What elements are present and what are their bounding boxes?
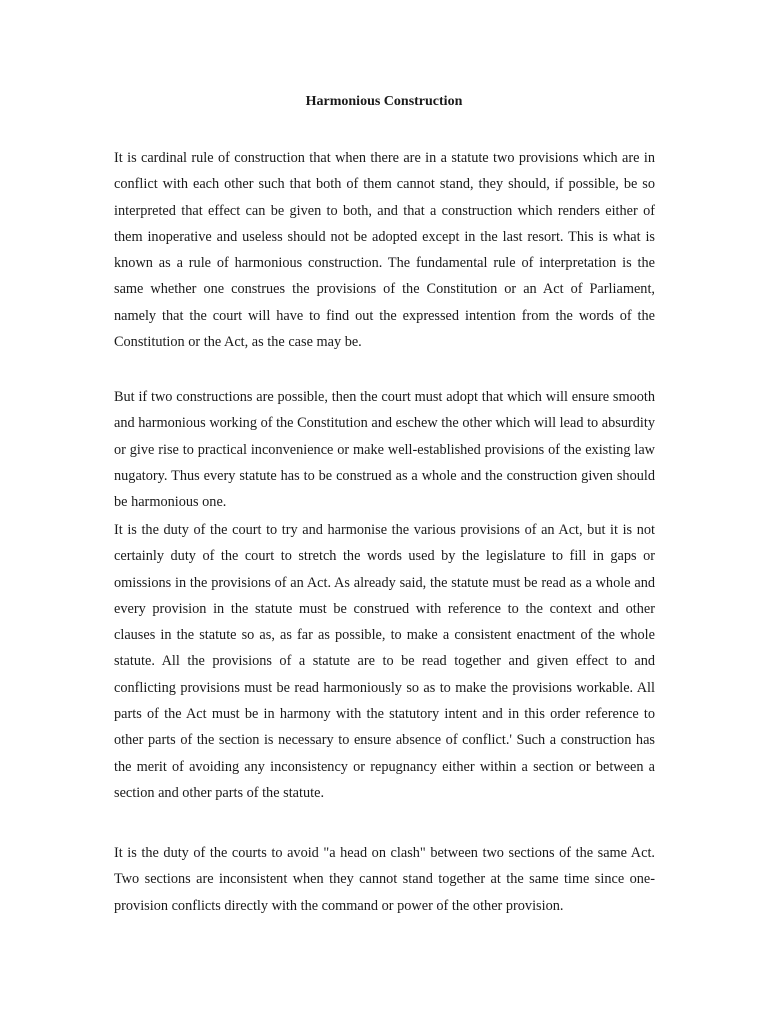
paragraph-1: It is cardinal rule of construction that when there are in a statute two provisions which are in conflict with each other such that both of them cannot stand, they should, if possible, be so interpreted that effect can be given to both, and that a construction which renders either of them inoperative and useless should not be adopted except in the last resort. This is what is known as a rule of harmonious construction. The fundamental rule of interpretation is the same whether one construes the provisions of the Constitution or an Act of Parliament, namely that the court will have to find out the expressed intention from the words of the Constitution or the Act, as the case may be. <box>114 150 655 351</box>
paragraph-4: It is the duty of the courts to avoid "a head on clash" between two sections of the same Act. Two sections are inconsistent when they cannot stand together at the same time since one-provision conflicts directly with the command or power of the other provision. <box>114 845 655 914</box>
paragraph-3: It is the duty of the court to try and harmonise the various provisions of an Act, but it is not certainly duty of the court to stretch the words used by the legislature to fill in gaps or omissions in the provisions of an Act. As already said, the statute must be read as a whole and every provision in the statute must be construed with reference to the context and other clauses in the statute so as, as far as possible, to make a consistent enactment of the whole statute. All the provisions of a statute are to be read together and given effect to and conflicting provisions must be read harmoniously so as to make the provisions workable. All parts of the Act must be in harmony with the statutory intent and in this order reference to other parts of the section is necessary to ensure absence of conflict.' Such a construction has the merit of avoiding any inconsistency or repugnancy either within a section or between a section and other parts of the statute. <box>114 522 655 801</box>
paragraph-2: But if two constructions are possible, then the court must adopt that which will ensure smooth and harmonious working of the Constitution and eschew the other which will lead to absurdity or give rise to practical inconvenience or make well-established provisions of the existing law nugatory. Thus every statute has to be construed as a whole and the construction given should be harmonious one. <box>114 389 655 511</box>
document-title: Harmonious Construction <box>305 94 463 109</box>
